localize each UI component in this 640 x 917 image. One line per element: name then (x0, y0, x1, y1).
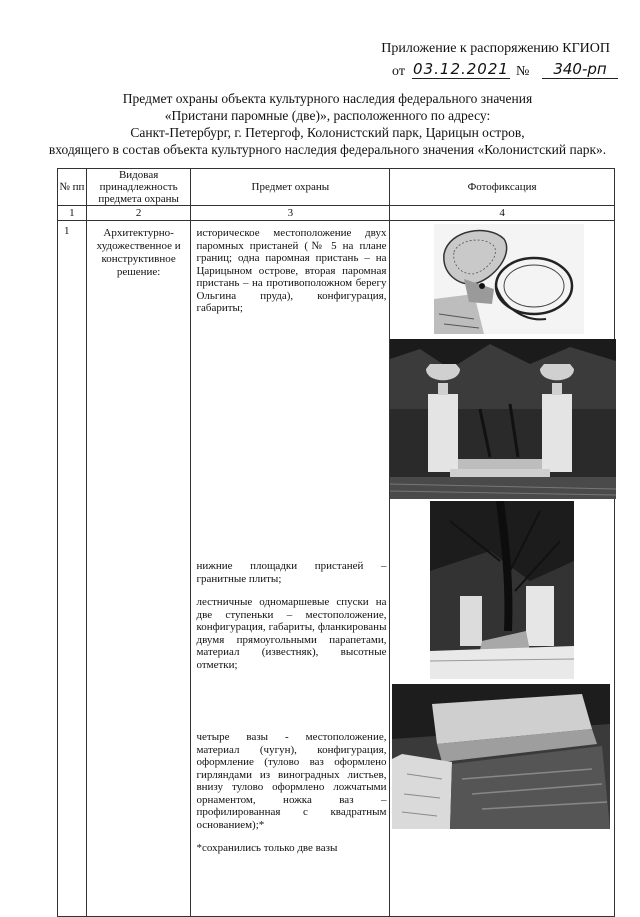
paragraph-stairs: лестничные одномаршевые спуски на две ступеньки – местоположение, конфигурация, габариты, фланкированы двумя прямоугольными парапетами, материал (известняк), высотные отметки; (196, 596, 387, 671)
row-number: 1 (58, 221, 87, 917)
table-header-row (58, 169, 615, 206)
order-date: 03.12.2021 (413, 60, 509, 78)
protection-subject-table (57, 168, 615, 917)
paragraph-vases: четыре вазы - местоположение, материал (чугун), конфигурация, оформление (тулово ваз оформлено гирляндами из виноградных листьев, внизу тулово оформлено ложчатыми орнаментом, ножка ваз – профилированная с квадратным основанием);* (196, 731, 387, 831)
column-number-row (58, 206, 615, 221)
table-row (58, 221, 615, 917)
title-line-4: входящего в состав объекта культурного наследия федерального значения «Колонистский парк». (48, 142, 607, 157)
col-number-1: 1 (58, 206, 87, 221)
row-type: Архитектурно-художественное и конструктивное решение: (86, 221, 191, 917)
order-reference (392, 62, 622, 82)
header-type: Видовая принадлежность предмета охраны (86, 169, 191, 206)
header-subject: Предмет охраны (191, 169, 390, 206)
row-photos (390, 221, 615, 917)
title-line-1: Предмет охраны объекта культурного наследия федерального значения (122, 91, 533, 106)
site-plan-image (434, 224, 584, 334)
title-line-3: Санкт-Петербург, г. Петергоф, Колонистский парк, Царицын остров, (130, 125, 525, 140)
header-photo: Фотофиксация (390, 169, 615, 206)
col-number-3: 3 (191, 206, 390, 221)
order-number: 340-рп (542, 60, 618, 79)
row-subject (191, 221, 390, 917)
steps-closeup-photo (392, 684, 610, 829)
document-title (40, 90, 615, 158)
header-no: № пп (58, 169, 87, 206)
appendix-heading: Приложение к распоряжению КГИОП (381, 41, 610, 56)
order-number-label: № (516, 64, 530, 79)
order-date-prefix: от (392, 64, 405, 79)
paragraph-platforms: нижние площадки пристаней – гранитные плиты; (196, 560, 387, 585)
title-line-2: «Пристани паромные (две)», расположенного по адресу: (164, 108, 491, 123)
paragraph-footnote: *сохранились только две вазы (196, 842, 338, 854)
stairs-photo (430, 501, 574, 679)
col-number-4: 4 (390, 206, 615, 221)
col-number-2: 2 (86, 206, 191, 221)
pier-vases-photo (390, 339, 616, 499)
paragraph-location: историческое местоположение двух паромных пристаней (№ 5 на плане границ; одна паромная пристань – на Царицыном острове, вторая паромная пристань – на противоположном берегу Ольгина пруда), конфигурация, габариты; (196, 227, 387, 314)
